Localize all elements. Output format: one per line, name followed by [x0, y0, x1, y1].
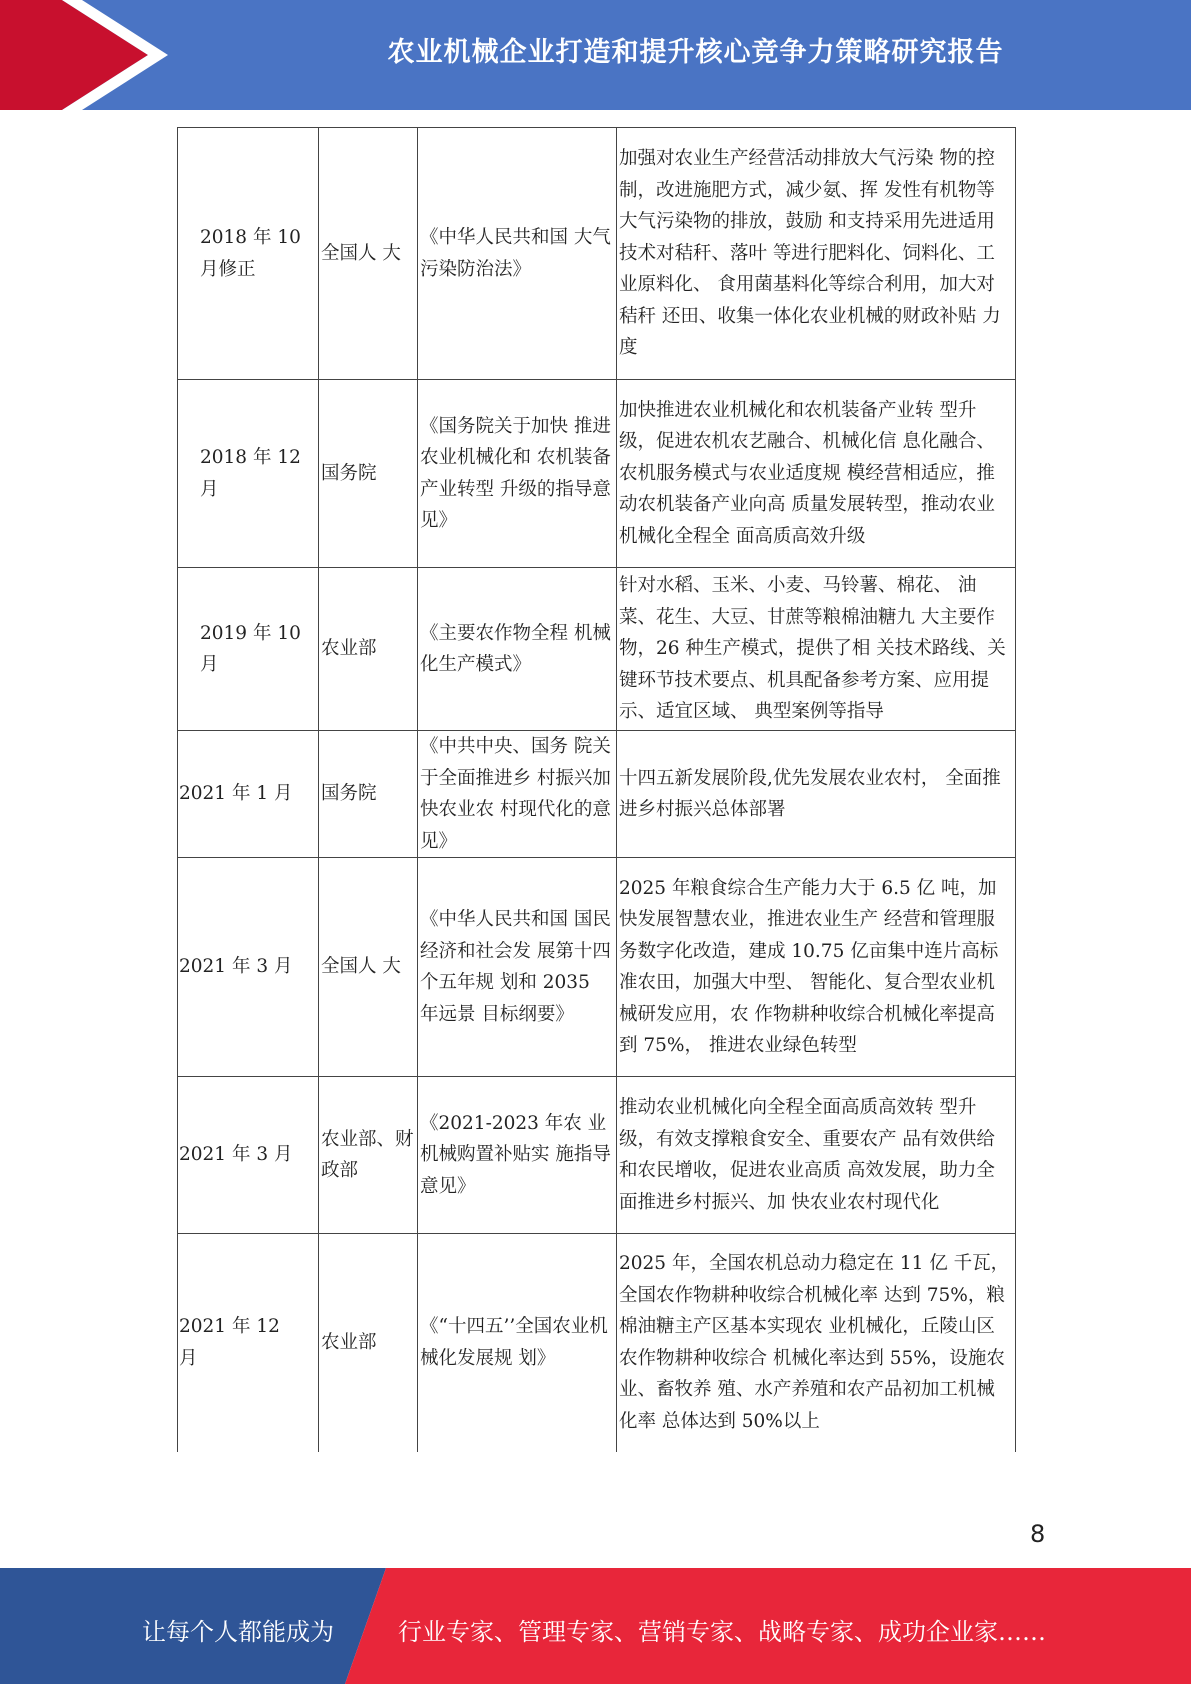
policy-table — [177, 127, 1016, 1452]
document-cell: 《主要农作物全程 机械化生产模式》 — [418, 568, 617, 731]
date-cell: 2021 年 12 月 — [178, 1234, 319, 1452]
table-row — [178, 731, 1016, 858]
table-row — [178, 380, 1016, 568]
org-cell: 全国人 大 — [319, 128, 418, 380]
page-header — [0, 0, 1191, 110]
document-cell: 《中华人民共和国 国民经济和社会发 展第十四个五年规 划和 2035 年远景 目标纲要》 — [418, 858, 617, 1077]
header-chevron-logo — [0, 0, 200, 110]
table-row — [178, 1077, 1016, 1234]
org-cell: 国务院 — [319, 380, 418, 568]
date-cell: 2019 年 10 月 — [178, 568, 319, 731]
table-row — [178, 858, 1016, 1077]
content-cell: 加快推进农业机械化和农机装备产业转 型升级，促进农机农艺融合、机械化信 息化融合、农机服务模式与农业适度规 模经营相适应，推动农机装备产业向高 质量发展转型，推动农业机械化全程全 面高质高效升级 — [617, 380, 1016, 568]
document-cell: 《2021-2023 年农 业机械购置补贴实 施指导意见》 — [418, 1077, 617, 1234]
content-cell: 针对水稻、玉米、小麦、马铃薯、棉花、 油菜、花生、大豆、甘蔗等粮棉油糖九 大主要作物，26 种生产模式，提供了相 关技术路线、关键环节技术要点、机具配备参考方案、应用提示、适宜区域、 典型案例等指导 — [617, 568, 1016, 731]
date-cell: 2018 年 10 月修正 — [178, 128, 319, 380]
page-number: 8 — [1030, 1520, 1046, 1548]
date-cell: 2021 年 3 月 — [178, 858, 319, 1077]
footer-slogan-left: 让每个人都能成为 — [142, 1618, 334, 1646]
org-cell: 农业部 — [319, 1234, 418, 1452]
content-cell: 2025 年粮食综合生产能力大于 6.5 亿 吨，加快发展智慧农业，推进农业生产 经营和管理服务数字化改造，建成 10.75 亿亩集中连片高标准农田，加强大中型、 智能化、复合型农业机械研发应用，农 作物耕种收综合机械化率提高到 75%， 推进农业绿色转型 — [617, 858, 1016, 1077]
report-title: 农业机械企业打造和提升核心竞争力策略研究报告 — [387, 37, 1004, 68]
org-cell: 农业部 — [319, 568, 418, 731]
date-cell: 2021 年 3 月 — [178, 1077, 319, 1234]
date-cell: 2018 年 12 月 — [178, 380, 319, 568]
content-cell: 推动农业机械化向全程全面高质高效转 型升级，有效支撑粮食安全、重要农产 品有效供给和农民增收，促进农业高质 高效发展，助力全面推进乡村振兴、加 快农业农村现代化 — [617, 1077, 1016, 1234]
table-row — [178, 568, 1016, 731]
page-footer — [0, 1568, 1191, 1684]
table-row — [178, 128, 1016, 380]
content-cell: 加强对农业生产经营活动排放大气污染 物的控制，改进施肥方式，减少氨、挥 发性有机物等大气污染物的排放，鼓励 和支持采用先进适用技术对秸秆、落叶 等进行肥料化、饲料化、工业原料化、 食用菌基料化等综合利用，加大对秸秆 还田、收集一体化农业机械的财政补贴 力度 — [617, 128, 1016, 380]
document-cell: 《中共中央、国务 院关于全面推进乡 村振兴加快农业农 村现代化的意见》 — [418, 731, 617, 858]
content-cell: 2025 年，全国农机总动力稳定在 11 亿 千瓦，全国农作物耕种收综合机械化率 达到 75%，粮棉油糖主产区基本实现农 业机械化，丘陵山区农作物耕种收综合 机械化率达到 55%，设施农业、畜牧养 殖、水产养殖和农产品初加工机械化率 总体达到 50%以上 — [617, 1234, 1016, 1452]
org-cell: 农业部、财政部 — [319, 1077, 418, 1234]
org-cell: 国务院 — [319, 731, 418, 858]
table-row — [178, 1234, 1016, 1452]
date-cell: 2021 年 1 月 — [178, 731, 319, 858]
content-cell: 十四五新发展阶段,优先发展农业农村， 全面推进乡村振兴总体部署 — [617, 731, 1016, 858]
footer-slogan-right: 行业专家、管理专家、营销专家、战略专家、成功企业家…… — [398, 1618, 1046, 1646]
document-cell: 《中华人民共和国 大气污染防治法》 — [418, 128, 617, 380]
document-cell: 《国务院关于加快 推进农业机械化和 农机装备产业转型 升级的指导意见》 — [418, 380, 617, 568]
document-cell: 《“十四五’’全国农业机械化发展规 划》 — [418, 1234, 617, 1452]
org-cell: 全国人 大 — [319, 858, 418, 1077]
